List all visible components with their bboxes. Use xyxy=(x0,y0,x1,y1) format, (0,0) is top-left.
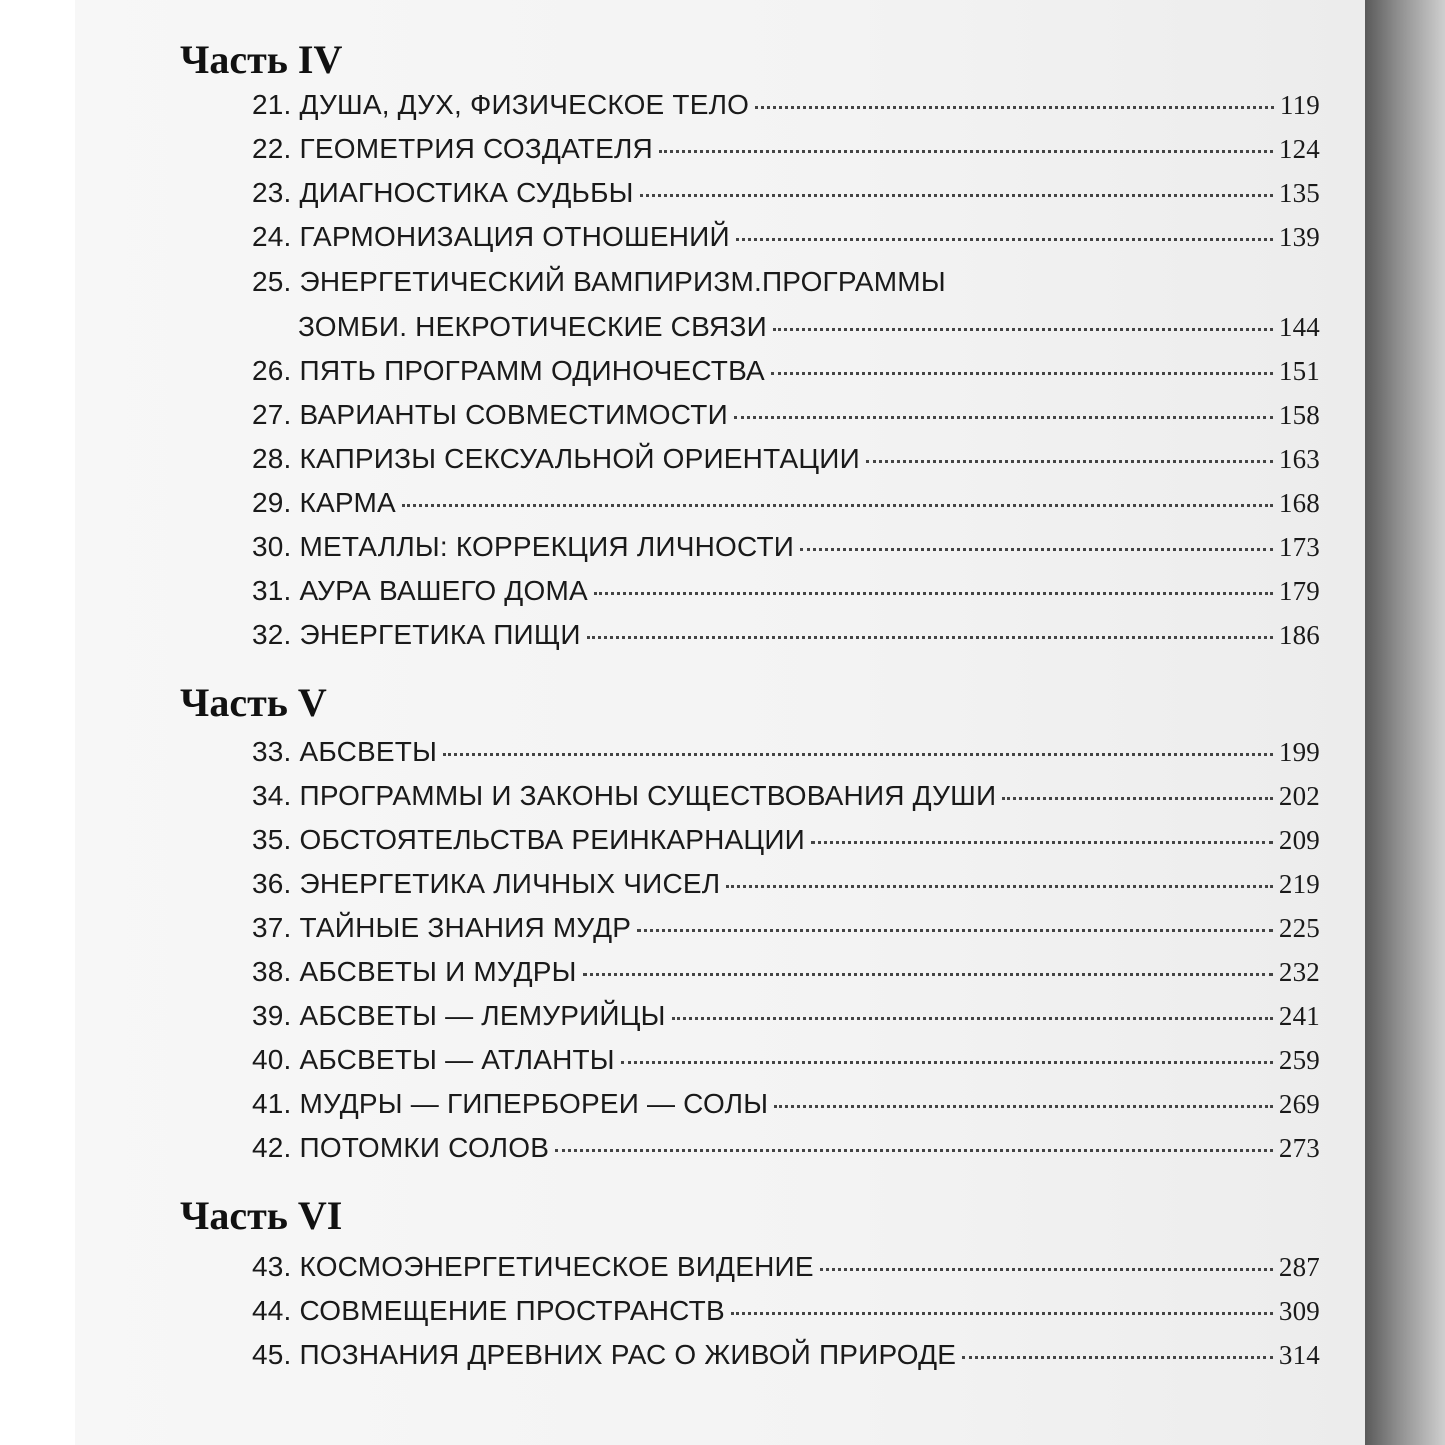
entry-title: 28. КАПРИЗЫ СЕКСУАЛЬНОЙ ОРИЕНТАЦИИ xyxy=(252,443,860,474)
dot-leader xyxy=(443,753,1273,756)
entry-page: 179 xyxy=(1278,576,1320,606)
dot-leader xyxy=(587,636,1273,639)
dot-leader xyxy=(866,460,1273,463)
toc-entry-continuation xyxy=(298,309,1320,345)
entry-title: 29. КАРМА xyxy=(252,487,396,518)
toc-entry xyxy=(252,529,1320,565)
entry-page: 158 xyxy=(1278,400,1320,430)
entry-title: 31. АУРА ВАШЕГО ДОМА xyxy=(252,575,588,606)
toc-entry xyxy=(252,87,1320,123)
entry-title: 27. ВАРИАНТЫ СОВМЕСТИМОСТИ xyxy=(252,399,728,430)
entry-page: 135 xyxy=(1278,178,1320,208)
entry-title: 35. ОБСТОЯТЕЛЬСТВА РЕИНКАРНАЦИИ xyxy=(252,824,805,855)
toc-entry xyxy=(252,822,1320,858)
entry-title: 21. ДУША, ДУХ, ФИЗИЧЕСКОЕ ТЕЛО xyxy=(252,89,750,120)
dot-leader xyxy=(672,1017,1273,1020)
table-of-contents xyxy=(180,0,1320,1445)
entry-page: 119 xyxy=(1279,90,1320,120)
toc-entry xyxy=(252,998,1320,1034)
dot-leader xyxy=(731,1312,1273,1315)
toc-entry xyxy=(252,954,1320,990)
entry-title: 22. ГЕОМЕТРИЯ СОЗДАТЕЛЯ xyxy=(252,133,653,164)
toc-entry xyxy=(252,1130,1320,1166)
entry-page: 173 xyxy=(1278,532,1320,562)
toc-entry xyxy=(252,1337,1320,1373)
entry-title: 24. ГАРМОНИЗАЦИЯ ОТНОШЕНИЙ xyxy=(252,221,730,252)
entry-title: 26. ПЯТЬ ПРОГРАММ ОДИНОЧЕСТВА xyxy=(252,355,765,386)
entry-title: 36. ЭНЕРГЕТИКА ЛИЧНЫХ ЧИСЕЛ xyxy=(252,868,721,899)
dot-leader xyxy=(736,238,1273,241)
dot-leader xyxy=(962,1356,1273,1359)
toc-entry xyxy=(252,778,1320,814)
toc-entry xyxy=(252,131,1320,167)
entry-title: 44. СОВМЕЩЕНИЕ ПРОСТРАНСТВ xyxy=(252,1295,725,1326)
entry-page: 199 xyxy=(1278,737,1320,767)
entry-page: 273 xyxy=(1278,1133,1320,1163)
dot-leader xyxy=(621,1061,1273,1064)
toc-entry xyxy=(252,866,1320,902)
entry-page: 232 xyxy=(1278,957,1320,987)
entry-title: 42. ПОТОМКИ СОЛОВ xyxy=(252,1132,550,1163)
dot-leader xyxy=(1002,797,1273,800)
toc-entry xyxy=(252,397,1320,433)
entry-page: 287 xyxy=(1278,1252,1320,1282)
dot-leader xyxy=(583,973,1273,976)
dot-leader xyxy=(771,372,1273,375)
entry-title: 39. АБСВЕТЫ — ЛЕМУРИЙЦЫ xyxy=(252,1000,666,1031)
entry-page: 144 xyxy=(1278,312,1320,342)
entry-title: 23. ДИАГНОСТИКА СУДЬБЫ xyxy=(252,177,634,208)
toc-entry xyxy=(252,1086,1320,1122)
entry-title: 30. МЕТАЛЛЫ: КОРРЕКЦИЯ ЛИЧНОСТИ xyxy=(252,531,795,562)
entry-page: 163 xyxy=(1278,444,1320,474)
dot-leader xyxy=(820,1268,1273,1271)
toc-entry xyxy=(252,1042,1320,1078)
entry-page: 139 xyxy=(1278,222,1320,252)
entry-page: 186 xyxy=(1278,620,1320,650)
dot-leader xyxy=(659,150,1273,153)
toc-entry xyxy=(252,910,1320,946)
dot-leader xyxy=(755,106,1274,109)
toc-entry xyxy=(252,441,1320,477)
entry-page: 241 xyxy=(1278,1001,1320,1031)
dot-leader xyxy=(773,328,1273,331)
dot-leader xyxy=(555,1149,1273,1152)
entry-page: 314 xyxy=(1278,1340,1320,1370)
entry-title: 34. ПРОГРАММЫ И ЗАКОНЫ СУЩЕСТВОВАНИЯ ДУШИ xyxy=(252,780,997,811)
entry-page: 151 xyxy=(1278,356,1320,386)
entry-page: 202 xyxy=(1278,781,1320,811)
entry-page: 269 xyxy=(1278,1089,1320,1119)
entry-title: 37. ТАЙНЫЕ ЗНАНИЯ МУДР xyxy=(252,912,632,943)
toc-entry xyxy=(252,1293,1320,1329)
dot-leader xyxy=(811,841,1273,844)
part-title: Часть IV xyxy=(180,37,343,82)
entry-title: 43. КОСМОЭНЕРГЕТИЧЕСКОЕ ВИДЕНИЕ xyxy=(252,1251,814,1282)
dot-leader xyxy=(800,548,1273,551)
entry-page: 309 xyxy=(1278,1296,1320,1326)
toc-entry xyxy=(252,353,1320,389)
entry-title: 38. АБСВЕТЫ И МУДРЫ xyxy=(252,956,577,987)
dot-leader xyxy=(402,504,1273,507)
toc-entry xyxy=(252,175,1320,211)
dot-leader xyxy=(774,1105,1273,1108)
entry-page: 124 xyxy=(1278,134,1320,164)
dot-leader xyxy=(726,885,1273,888)
entry-page: 209 xyxy=(1278,825,1320,855)
entry-title: 25. ЭНЕРГЕТИЧЕСКИЙ ВАМПИРИЗМ.ПРОГРАММЫ xyxy=(252,266,946,297)
toc-entry xyxy=(252,617,1320,653)
toc-entry xyxy=(252,573,1320,609)
toc-entry xyxy=(252,485,1320,521)
entry-title: 33. АБСВЕТЫ xyxy=(252,736,438,767)
toc-entry xyxy=(252,264,1320,300)
part-title: Часть VI xyxy=(180,1193,343,1238)
dot-leader xyxy=(594,592,1273,595)
entry-title: 41. МУДРЫ — ГИПЕРБОРЕИ — СОЛЫ xyxy=(252,1088,769,1119)
part-title: Часть V xyxy=(180,680,327,725)
toc-entry xyxy=(252,1249,1320,1285)
dot-leader xyxy=(640,194,1273,197)
entry-page: 168 xyxy=(1278,488,1320,518)
entry-title: ЗОМБИ. НЕКРОТИЧЕСКИЕ СВЯЗИ xyxy=(298,311,767,342)
entry-page: 259 xyxy=(1278,1045,1320,1075)
book-spine-shadow xyxy=(1365,0,1445,1445)
entry-title: 40. АБСВЕТЫ — АТЛАНТЫ xyxy=(252,1044,615,1075)
entry-page: 219 xyxy=(1278,869,1320,899)
dot-leader xyxy=(637,929,1273,932)
toc-entry xyxy=(252,219,1320,255)
dot-leader xyxy=(734,416,1273,419)
toc-entry xyxy=(252,734,1320,770)
entry-title: 32. ЭНЕРГЕТИКА ПИЩИ xyxy=(252,619,581,650)
entry-title: 45. ПОЗНАНИЯ ДРЕВНИХ РАС О ЖИВОЙ ПРИРОДЕ xyxy=(252,1339,957,1370)
entry-page: 225 xyxy=(1278,913,1320,943)
